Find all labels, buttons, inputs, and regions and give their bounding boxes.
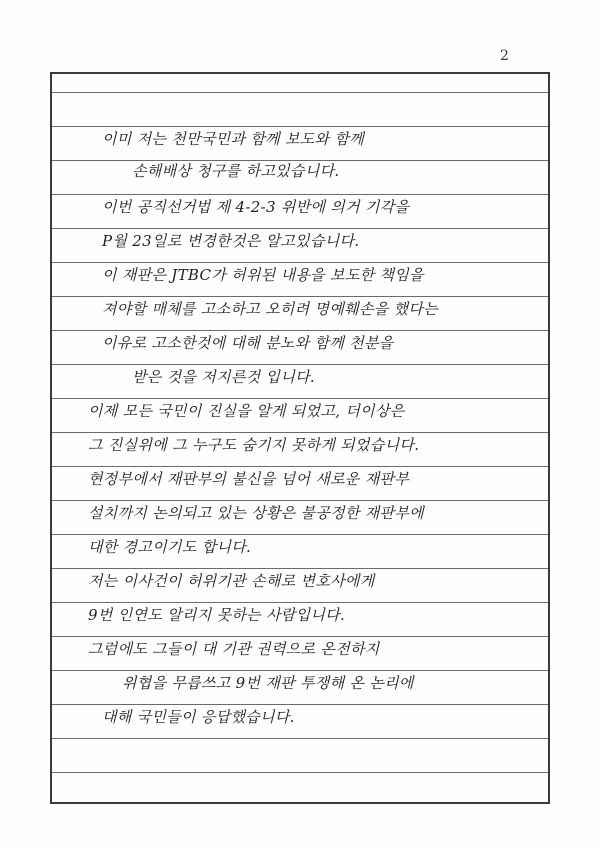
ruled-line [52, 364, 548, 365]
handwritten-line: 이제 모든 국민이 진실을 알게 되었고, 더이상은 [88, 402, 405, 420]
handwritten-line: 9번 인연도 알리지 못하는 사람입니다. [88, 606, 346, 624]
ruled-line [52, 670, 548, 671]
ruled-line [52, 194, 548, 195]
ruled-line [52, 92, 548, 93]
ruled-line [52, 636, 548, 637]
ruled-line [52, 738, 548, 739]
handwritten-line: 이 재판은 JTBC가 허위된 내용을 보도한 책임을 [102, 266, 424, 284]
ruled-line [52, 772, 548, 773]
handwritten-line: 그럼에도 그들이 대 기관 권력으로 온전하지 [88, 640, 380, 658]
ruled-line [52, 228, 548, 229]
ruled-line [52, 704, 548, 705]
handwritten-line: P월 23일로 변경한것은 알고있습니다. [102, 232, 360, 250]
ruled-line [52, 534, 548, 535]
page-number: 2 [500, 48, 509, 64]
ruled-line [52, 500, 548, 501]
ruled-line [52, 126, 548, 127]
ruled-line [52, 262, 548, 263]
handwritten-line: 위협을 무릅쓰고 9번 재판 투쟁해 온 논리에 [122, 674, 414, 692]
handwritten-line: 대한 경고이기도 합니다. [88, 538, 252, 556]
lined-paper-frame [50, 72, 550, 804]
handwritten-line: 이번 공직선거법 제 4-2-3 위반에 의거 기각을 [102, 198, 410, 216]
handwritten-line: 손해배상 청구를 하고있습니다. [132, 162, 340, 180]
handwritten-line: 이유로 고소한것에 대해 분노와 함께 천분을 [102, 334, 394, 352]
ruled-line [52, 330, 548, 331]
ruled-line [52, 602, 548, 603]
handwritten-line: 설치까지 논의되고 있는 상황은 불공정한 재판부에 [88, 504, 424, 522]
handwritten-line: 이미 저는 천만국민과 함께 보도와 함께 [102, 130, 364, 148]
ruled-line [52, 296, 548, 297]
handwritten-line: 현정부에서 재판부의 불신을 넘어 새로운 재판부 [88, 470, 410, 488]
ruled-line [52, 398, 548, 399]
handwritten-line: 받은 것을 저지른것 입니다. [132, 368, 315, 386]
ruled-line [52, 568, 548, 569]
handwritten-line: 그 진실위에 그 누구도 숨기지 못하게 되었습니다. [88, 436, 420, 454]
handwritten-line: 져야할 매체를 고소하고 오히려 명예훼손을 했다는 [102, 300, 438, 318]
ruled-line [52, 466, 548, 467]
handwritten-line: 대해 국민들이 응답했습니다. [102, 708, 295, 726]
handwritten-line: 저는 이사건이 허위기관 손해로 변호사에게 [88, 572, 375, 590]
ruled-line [52, 432, 548, 433]
